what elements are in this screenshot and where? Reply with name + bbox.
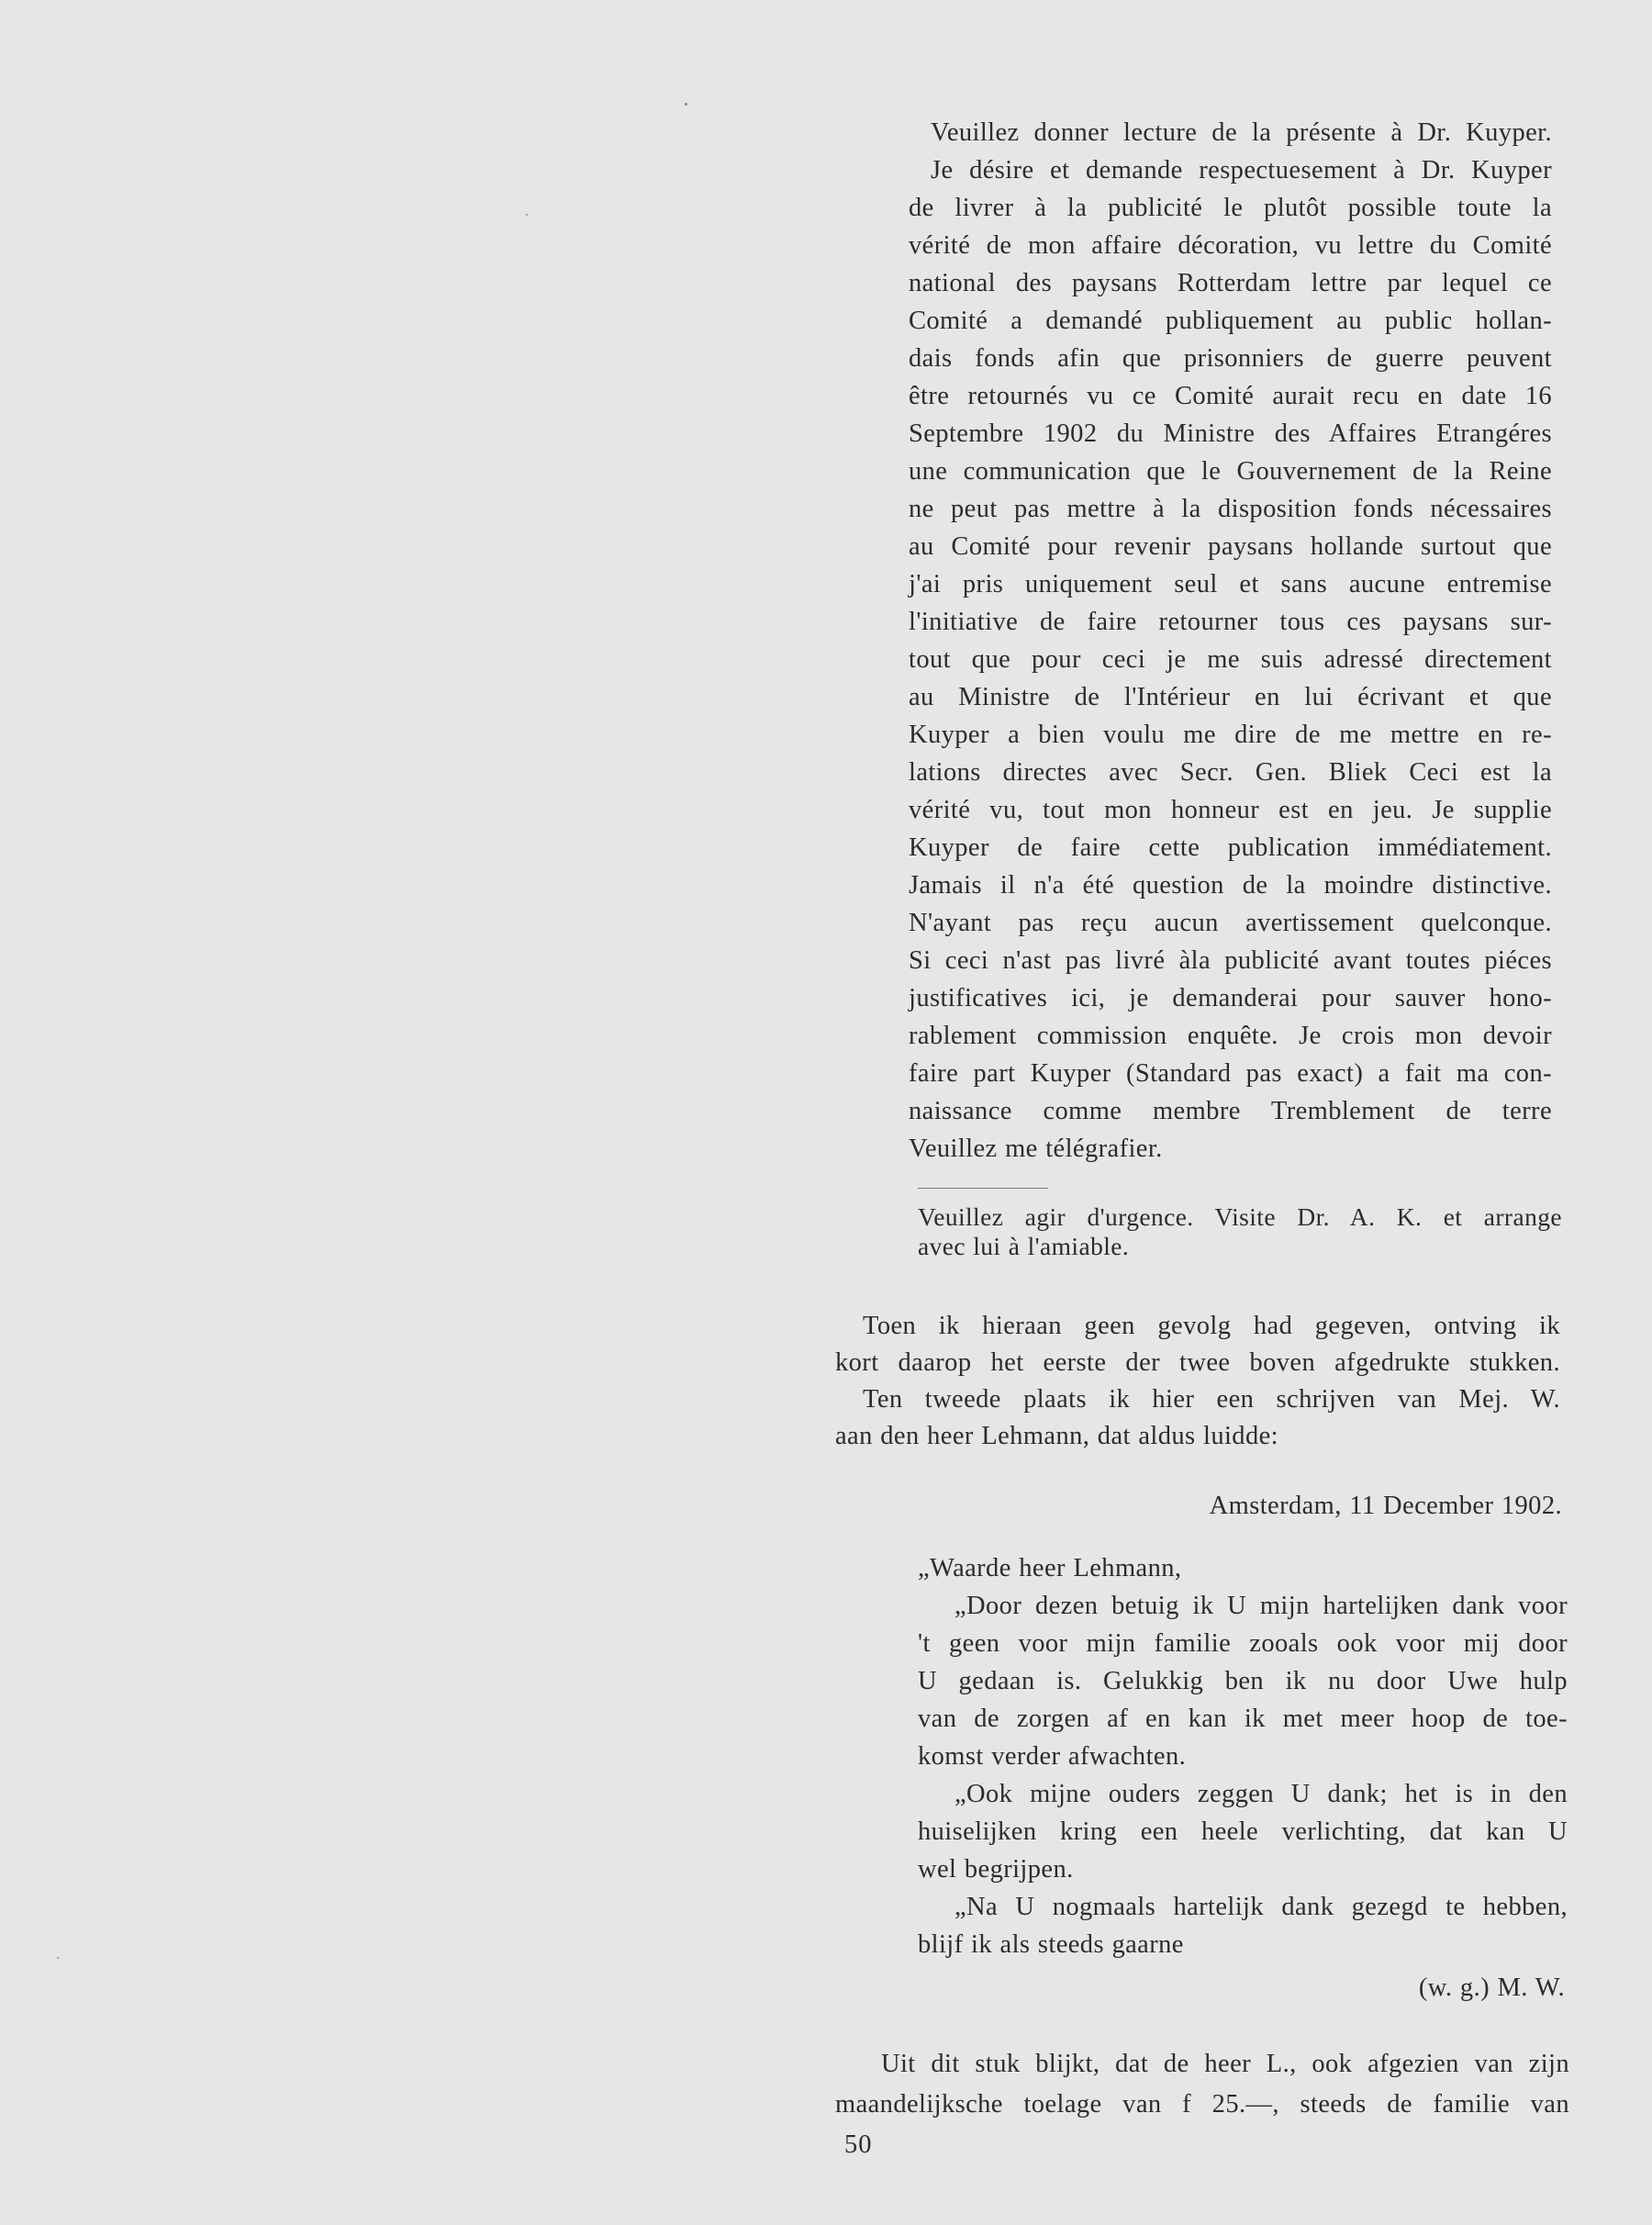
scan-speck xyxy=(57,1957,59,1959)
text-line: ne peut pas mettre à la disposition fonds nécessaires xyxy=(909,495,1552,523)
text-line: au Comité pour revenir paysans hollande surtout que xyxy=(909,532,1552,561)
text-line: Kuyper a bien voulu me dire de me mettre en re- xyxy=(909,721,1552,749)
text-line: faire part Kuyper (Standard pas exact) a fait ma con- xyxy=(909,1059,1552,1088)
text-line: vérité de mon affaire décoration, vu lettre du Comité xyxy=(909,231,1552,260)
scan-speck xyxy=(526,214,528,216)
text-line: une communication que le Gouvernement de la Reine xyxy=(909,457,1552,486)
text-line: de livrer à la publicité le plutôt possible toute la xyxy=(909,194,1552,222)
text-line: Comité a demandé publiquement au public hollan- xyxy=(909,307,1552,335)
text-line: Jamais il n'a été question de la moindre distinctive. xyxy=(909,871,1552,900)
text-line: „Door dezen betuig ik U mijn hartelijken dank voor xyxy=(954,1592,1568,1620)
text-line: Veuillez agir d'urgence. Visite Dr. A. K. et arrange xyxy=(918,1202,1562,1231)
text-line: être retournés vu ce Comité aurait recu en date 16 xyxy=(909,382,1552,410)
text-line: lations directes avec Secr. Gen. Bliek Ceci est la xyxy=(909,758,1552,787)
text-line: Je désire et demande respectuesement à Dr. Kuyper xyxy=(931,156,1552,184)
signature-text: (w. g.) M. W. xyxy=(1418,1973,1565,2002)
text-line: N'ayant pas reçu aucun avertissement quelconque. xyxy=(909,909,1552,937)
quoted-telegram-french xyxy=(909,114,1552,1168)
text-line: justificatives ici, je demanderai pour sauver hono- xyxy=(909,984,1552,1012)
quoted-letter xyxy=(918,1549,1568,1963)
text-line: Uit dit stuk blijkt, dat de heer L., ook afgezien van zijn xyxy=(881,2050,1569,2078)
text-line: naissance comme membre Tremblement de terre xyxy=(909,1097,1552,1125)
text-line: l'initiative de faire retourner tous ces paysans sur- xyxy=(909,608,1552,636)
letter-dateline xyxy=(918,1492,1562,1521)
letter-salutation: „Waarde heer Lehmann, xyxy=(918,1554,1182,1582)
text-line: vérité vu, tout mon honneur est en jeu. Je supplie xyxy=(909,796,1552,824)
text-line: national des paysans Rotterdam lettre par lequel ce xyxy=(909,269,1552,297)
text-line: wel begrijpen. xyxy=(918,1855,1074,1884)
scan-speck xyxy=(685,103,687,106)
text-line: komst verder afwachten. xyxy=(918,1742,1187,1771)
text-line: tout que pour ceci je me suis adressé directement xyxy=(909,645,1552,674)
text-line: Septembre 1902 du Ministre des Affaires Etrangéres xyxy=(909,419,1552,448)
section-divider xyxy=(918,1188,1048,1189)
text-line: Si ceci n'ast pas livré àla publicité avant toutes piéces xyxy=(909,946,1552,975)
postscript-note xyxy=(918,1202,1562,1261)
text-line: blijf ik als steeds gaarne xyxy=(918,1930,1184,1959)
text-line: „Ook mijne ouders zeggen U dank; het is in den xyxy=(954,1780,1568,1808)
text-line: van de zorgen af en kan ik met meer hoop de toe- xyxy=(918,1705,1568,1733)
body-paragraph xyxy=(835,2044,1569,2125)
text-line: U gedaan is. Gelukkig ben ik nu door Uwe hulp xyxy=(918,1667,1568,1695)
text-line: avec lui à l'amiable. xyxy=(918,1232,1130,1260)
letter-signature xyxy=(918,1973,1565,2003)
text-line: huiselijken kring een heele verlichting, dat kan U xyxy=(918,1817,1568,1846)
text-line: Ten tweede plaats ik hier een schrijven van Mej. W. xyxy=(863,1385,1560,1414)
text-line: rablement commission enquête. Je crois mon devoir xyxy=(909,1022,1552,1050)
dateline-text: Amsterdam, 11 December 1902. xyxy=(1209,1492,1562,1520)
text-line: j'ai pris uniquement seul et sans aucune entremise xyxy=(909,570,1552,598)
text-line: dais fonds afin que prisonniers de guerre peuvent xyxy=(909,344,1552,373)
text-line: Kuyper de faire cette publication immédiatement. xyxy=(909,833,1552,862)
text-line: „Na U nogmaals hartelijk dank gezegd te hebben, xyxy=(954,1893,1568,1921)
body-paragraph xyxy=(835,1308,1560,1455)
text-line: au Ministre de l'Intérieur en lui écrivant et que xyxy=(909,683,1552,711)
text-line: Veuillez me télégrafier. xyxy=(909,1135,1163,1163)
page-number: 50 xyxy=(844,2130,873,2159)
text-line: aan den heer Lehmann, dat aldus luidde: xyxy=(835,1422,1278,1450)
text-line: kort daarop het eerste der twee boven afgedrukte stukken. xyxy=(835,1348,1560,1377)
text-line: Toen ik hieraan geen gevolg had gegeven, ontving ik xyxy=(863,1312,1560,1340)
text-line: 't geen voor mijn familie zooals ook voor mij door xyxy=(918,1629,1568,1658)
text-line: maandelijksche toelage van f 25.—, steeds de familie van xyxy=(835,2090,1569,2119)
text-line: Veuillez donner lecture de la présente à Dr. Kuyper. xyxy=(931,118,1552,147)
